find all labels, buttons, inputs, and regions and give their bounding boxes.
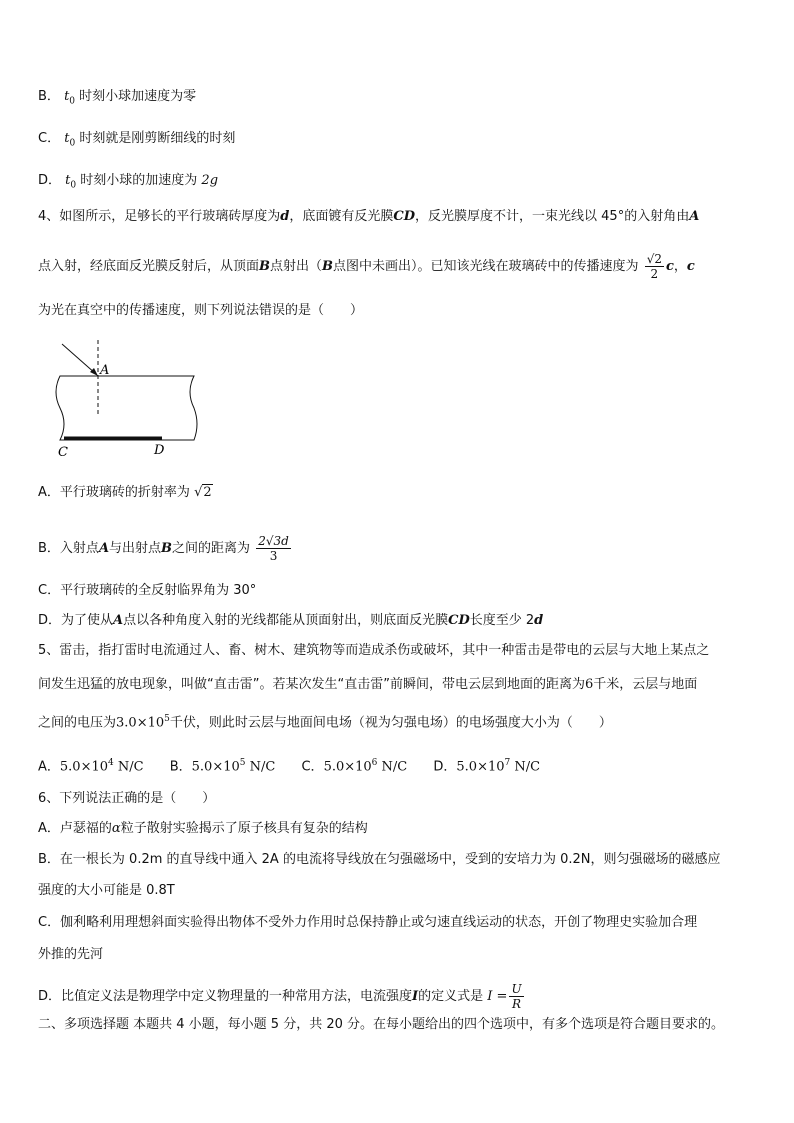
q6-option-c-line2: 外推的先河: [38, 947, 104, 962]
q5-option-d: D．$5.0\times 10^7$ N/C: [433, 758, 541, 775]
q3-option-d: D． $t_0$ 时刻小球的加速度为 2g: [38, 173, 219, 191]
q4-option-d: D．为了使从A点以各种角度入射的光线都能从顶面射出，则底面反光膜CD长度至少 2d: [38, 613, 544, 628]
q5-stem-line2: 间发生迅猛的放电现象，叫做“直击雷”。若某次发生“直击雷”前瞬间，带电云层到地面的距离为6千米，云层与地面: [38, 677, 698, 692]
q3-option-b: B． $t_0$ 时刻小球加速度为零: [38, 89, 197, 107]
q5-stem-line3: 之间的电压为$3.0\times 10^5$千伏，则此时云层与地面间电场（视为匀强电场）的电场强度大小为（ ）: [38, 714, 612, 731]
incident-ray: [62, 344, 96, 374]
speed-fraction: $\frac{√2}{2}$: [646, 252, 662, 281]
q3-option-c: C． $t_0$ 时刻就是刚剪断细线的时刻: [38, 131, 236, 149]
q6-stem: 6、下列说法正确的是（ ）: [38, 791, 216, 806]
q5-option-c: C．$5.0\times 10^6$ N/C: [301, 758, 408, 775]
q4-stem-line1: 4、如图所示，足够长的平行玻璃砖厚度为d，底面镀有反光膜CD，反光膜厚度不计，一束光线以 45°的入射角由A: [38, 209, 700, 224]
q5-options: [38, 754, 562, 776]
q5-stem-line1: 5、雷击，指打雷时电流通过人、畜、树木、建筑物等而造成杀伤或破坏，其中一种雷击是带电的云层与大地上某点之: [38, 643, 710, 658]
section-two-header: 二、多项选择题 本题共 4 小题，每小题 5 分，共 20 分。在每小题给出的四个选项中，有多个选项是符合题目要求的。: [38, 1017, 725, 1032]
q4-stem-line2: 点入射，经底面反光膜反射后，从顶面B点射出（B点图中未画出）。已知该光线在玻璃砖中的传播速度为 $\frac{√2}{2}$ c，c: [38, 252, 695, 281]
glass-brick-shape: [56, 376, 197, 440]
q5-option-b: B．$5.0\times 10^5$ N/C: [169, 758, 276, 775]
label-d: D: [154, 443, 165, 458]
q6-option-c-line1: C．伽利略利用理想斜面实验得出物体不受外力作用时总保持静止或匀速直线运动的状态，开创了物理史实验加合理: [38, 915, 698, 930]
distance-fraction: $\frac{2√3d}{3}$: [258, 534, 289, 563]
current-fraction: $\frac{U}{R}$: [511, 982, 522, 1011]
label-c: C: [58, 445, 68, 460]
q4-option-a: A．平行玻璃砖的折射率为 √2: [38, 485, 212, 500]
glass-brick-diagram: [40, 338, 210, 463]
q4-option-c: C．平行玻璃砖的全反射临界角为 30°: [38, 583, 257, 598]
label-a: A: [100, 363, 110, 378]
q6-option-d: D．比值定义法是物理学中定义物理量的一种常用方法，电流强度I的定义式是 I = $\frac{U}{R}$: [38, 982, 522, 1011]
q6-option-b-line2: 强度的大小可能是 0.8T: [38, 883, 175, 898]
q6-option-a: A．卢瑟福的α粒子散射实验揭示了原子核具有复杂的结构: [38, 821, 368, 836]
sqrt-two: √2: [194, 485, 212, 500]
q6-option-b-line1: B．在一根长为 0.2m 的直导线中通入 2A 的电流将导线放在匀强磁场中，受到的安培力为 0.2N，则匀强磁场的磁感应: [38, 852, 721, 867]
q4-option-b: B．入射点A与出射点B之间的距离为 $\frac{2√3d}{3}$: [38, 534, 289, 563]
q4-stem-line3: 为光在真空中的传播速度，则下列说法错误的是（ ）: [38, 303, 364, 318]
q5-option-a: A．$5.0\times 10^4$ N/C: [38, 758, 144, 775]
